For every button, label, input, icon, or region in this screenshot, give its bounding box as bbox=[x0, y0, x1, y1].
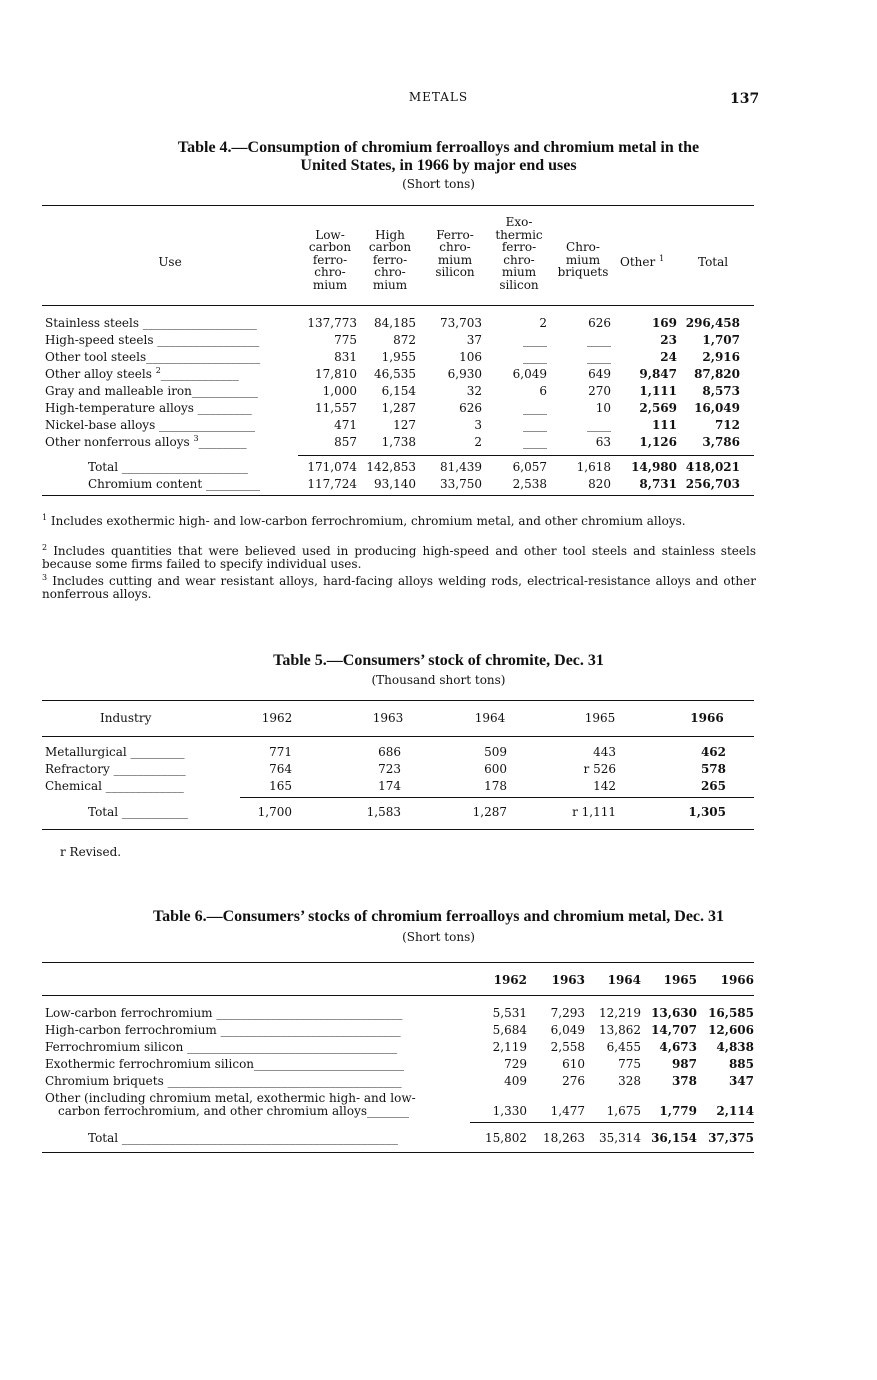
table4-row-label: Other nonferrous alloys $^3$________ bbox=[45, 434, 247, 449]
table4-total-cell: 117,724 bbox=[307, 477, 357, 491]
table6-cell: 378 bbox=[671, 1074, 697, 1088]
table4-cell: 17,810 bbox=[315, 367, 357, 381]
table4-cell: 6 bbox=[539, 384, 547, 398]
table4-cell: 84,185 bbox=[374, 316, 416, 330]
table5-bottom-rule bbox=[42, 829, 754, 830]
table4-header-rule bbox=[42, 305, 754, 306]
table4-cell: 1,707 bbox=[702, 333, 740, 347]
table6-cell: 16,585 bbox=[708, 1006, 754, 1020]
table4-col-ferrosilicon: Ferro- chro- mium silicon bbox=[435, 227, 475, 279]
table4-col-exothermic: Exo- thermic ferro- chro- mium silicon bbox=[495, 215, 543, 292]
table5-cell: 509 bbox=[484, 745, 507, 759]
table6-row-label: Ferrochromium silicon ___________________________________ bbox=[45, 1040, 398, 1054]
table4-total-cell: 418,021 bbox=[685, 460, 740, 474]
table4-cell: 471 bbox=[334, 418, 357, 432]
table6-bottom-rule bbox=[42, 1152, 754, 1153]
table4-col-lowcarbon: Low- carbon ferro- chro- mium bbox=[308, 227, 352, 292]
table6-row-label: High-carbon ferrochromium ______________________________ bbox=[45, 1023, 401, 1037]
table6-other-label-line1: Other (including chromium metal, exothermic high- and low- bbox=[45, 1091, 416, 1105]
table6-cell: 2,119 bbox=[492, 1040, 527, 1054]
table4-top-rule bbox=[42, 205, 754, 206]
table4-cell: 87,820 bbox=[694, 367, 740, 381]
table6-subtitle: (Short tons) bbox=[402, 930, 475, 944]
table4-cell: ____ bbox=[523, 435, 547, 449]
table4-cell: 37 bbox=[466, 333, 482, 347]
table5-cell: r 526 bbox=[583, 762, 616, 776]
table6-cell: 6,455 bbox=[606, 1040, 641, 1054]
table4-total-cell: 256,703 bbox=[685, 477, 740, 491]
table4-cell: 270 bbox=[588, 384, 611, 398]
table6-total-label: Total ______________________________________________ bbox=[88, 1131, 398, 1145]
table5-cell: 462 bbox=[700, 745, 726, 759]
table6-cell: 2,558 bbox=[550, 1040, 585, 1054]
table6-row-label: Exothermic ferrochromium silicon_________________________ bbox=[45, 1057, 405, 1071]
table6-cell: 276 bbox=[562, 1074, 585, 1088]
table5-total-cell: r 1,111 bbox=[572, 805, 616, 819]
table5-subtitle: (Thousand short tons) bbox=[371, 673, 506, 687]
table5-total-cell: 1,583 bbox=[366, 805, 401, 819]
table6-other-label-line2: carbon ferrochromium, and other chromium alloys_______ bbox=[58, 1104, 410, 1118]
table4-cell: 857 bbox=[334, 435, 357, 449]
table4-row-label: Stainless steels ___________________ bbox=[45, 316, 257, 330]
table6-year-header: 1962 bbox=[493, 973, 527, 987]
table6-total-cell: 35,314 bbox=[599, 1131, 641, 1145]
table5-year-header: 1965 bbox=[584, 711, 616, 725]
table4-cell: 2,569 bbox=[639, 401, 677, 415]
table4-cell: 6,154 bbox=[381, 384, 416, 398]
table5-total-cell: 1,700 bbox=[257, 805, 292, 819]
table4-title-line1: Table 4.—Consumption of chromium ferroalloys and chromium metal in the bbox=[177, 139, 700, 156]
table6-cell: 4,838 bbox=[716, 1040, 754, 1054]
table5-cell: 686 bbox=[378, 745, 401, 759]
table5-cell: 165 bbox=[269, 779, 292, 793]
table5-top-rule bbox=[42, 700, 754, 701]
table4-total-cell: 2,538 bbox=[512, 477, 547, 491]
table4-cell: 169 bbox=[651, 316, 677, 330]
table6-total-cell: 36,154 bbox=[651, 1131, 697, 1145]
table4-row-label: High-temperature alloys _________ bbox=[45, 401, 252, 415]
table4-cell: 73,703 bbox=[440, 316, 482, 330]
table4-cell: 831 bbox=[334, 350, 357, 364]
table5-industry-header: Industry bbox=[100, 711, 152, 725]
table4-cell: 11,557 bbox=[315, 401, 357, 415]
table5-total-cell: 1,305 bbox=[688, 805, 726, 819]
table4-cell: 10 bbox=[595, 401, 611, 415]
table4-cell: ____ bbox=[523, 401, 547, 415]
table5-header-rule bbox=[42, 736, 754, 737]
table4-cell: 649 bbox=[588, 367, 611, 381]
table4-cell: 872 bbox=[393, 333, 416, 347]
table4-cell: 1,955 bbox=[381, 350, 416, 364]
table4-cell: 3,786 bbox=[702, 435, 740, 449]
table5-cell: 142 bbox=[593, 779, 616, 793]
table6-year-header: 1963 bbox=[551, 973, 585, 987]
table4-row-label: Nickel-base alloys ________________ bbox=[45, 418, 256, 432]
table5-title: Table 5.—Consumers’ stock of chromite, Dec. 31 bbox=[273, 652, 604, 669]
table5-year-header: 1963 bbox=[372, 711, 404, 725]
table4-total-cell: 33,750 bbox=[440, 477, 482, 491]
table4-cell: ____ bbox=[523, 350, 547, 364]
table4-total-cell: 81,439 bbox=[440, 460, 482, 474]
table6-header-rule bbox=[42, 995, 754, 996]
table4-cell: 3 bbox=[474, 418, 482, 432]
table4-subtitle: (Short tons) bbox=[402, 177, 475, 191]
table4-cell: 6,049 bbox=[512, 367, 547, 381]
table6-cell: 5,684 bbox=[492, 1023, 527, 1037]
table4-title-line2: United States, in 1966 by major end uses bbox=[300, 157, 577, 174]
table4-cell: 2 bbox=[474, 435, 482, 449]
table6-cell: 12,606 bbox=[708, 1023, 754, 1037]
table4-cell: ____ bbox=[587, 418, 611, 432]
table6-total-cell: 15,802 bbox=[485, 1131, 527, 1145]
table5-cell: 174 bbox=[378, 779, 401, 793]
table4-cell: 6,930 bbox=[447, 367, 482, 381]
table4-cell: 24 bbox=[660, 350, 677, 364]
table4-row-label: Other tool steels___________________ bbox=[45, 350, 261, 364]
table4-total-cell: 6,057 bbox=[512, 460, 547, 474]
table6-year-header: 1966 bbox=[720, 973, 754, 987]
table4-cell: 111 bbox=[651, 418, 677, 432]
table6-cell: 6,049 bbox=[550, 1023, 585, 1037]
table4-total-cell: 142,853 bbox=[366, 460, 416, 474]
table6-total-cell: 18,263 bbox=[543, 1131, 585, 1145]
table6-cell: 13,862 bbox=[599, 1023, 641, 1037]
table4-cell: 626 bbox=[588, 316, 611, 330]
table4-col-highcarbon: High carbon ferro- chro- mium bbox=[368, 227, 412, 292]
table6-cell: 775 bbox=[618, 1057, 641, 1071]
table6-year-header: 1964 bbox=[607, 973, 641, 987]
table4-row-label: Other alloy steels $^2$_____________ bbox=[45, 366, 239, 381]
table6-cell: 347 bbox=[728, 1074, 754, 1088]
table6-year-header: 1965 bbox=[663, 973, 697, 987]
table4-cell: 1,111 bbox=[639, 384, 677, 398]
table4-cell: 46,535 bbox=[374, 367, 416, 381]
table4-cell: 2,916 bbox=[702, 350, 740, 364]
table6-total-cell: 37,375 bbox=[708, 1131, 754, 1145]
table6-cell: 987 bbox=[671, 1057, 697, 1071]
table5-cell: 723 bbox=[378, 762, 401, 776]
table4-col-other: Other $^1$ bbox=[620, 254, 665, 269]
table4-total-cell: 8,731 bbox=[639, 477, 677, 491]
table4-row-label: High-speed steels _________________ bbox=[45, 333, 260, 347]
table4-total-cell: 1,618 bbox=[576, 460, 611, 474]
table4-col-briquets: Chro- mium briquets bbox=[557, 240, 609, 279]
table4-cell: 1,000 bbox=[322, 384, 357, 398]
table4-cell: 9,847 bbox=[639, 367, 677, 381]
table6-cell: 13,630 bbox=[651, 1006, 697, 1020]
table5-row-label: Chemical _____________ bbox=[45, 779, 184, 793]
table4-total-cell: 93,140 bbox=[374, 477, 416, 491]
table4-total-rule bbox=[298, 455, 754, 456]
table4-cell: 1,126 bbox=[639, 435, 677, 449]
table6-cell: 610 bbox=[562, 1057, 585, 1071]
table5-cell: 265 bbox=[700, 779, 726, 793]
table6-cell: 7,293 bbox=[550, 1006, 585, 1020]
table4-cell: 127 bbox=[393, 418, 416, 432]
table4-cell: 1,738 bbox=[381, 435, 416, 449]
table6-cell: 4,673 bbox=[659, 1040, 697, 1054]
table4-cell: 23 bbox=[660, 333, 677, 347]
table4-footnote-2: $^2$ Includes quantities that were believed used in producing high-speed and other tool steels and stainless steels because some firms failed to specify individual uses. bbox=[42, 543, 756, 571]
table6-total-rule bbox=[470, 1122, 754, 1123]
table4-col-total: Total bbox=[698, 255, 729, 269]
table6-other-cell: 1,477 bbox=[550, 1104, 585, 1118]
table5-row-label: Refractory ____________ bbox=[45, 762, 186, 776]
table6-cell: 12,219 bbox=[599, 1006, 641, 1020]
table4-cell: ____ bbox=[523, 333, 547, 347]
table5-row-label: Metallurgical _________ bbox=[45, 745, 185, 759]
table6-other-cell: 2,114 bbox=[716, 1104, 754, 1118]
table6-other-cell: 1,779 bbox=[659, 1104, 697, 1118]
table4-total-cell: 171,074 bbox=[307, 460, 357, 474]
table6-row-label: Low-carbon ferrochromium _______________________________ bbox=[45, 1006, 403, 1020]
table4-use-header: Use bbox=[158, 255, 182, 269]
table4-total-label: Total _____________________ bbox=[88, 460, 248, 474]
table4-cell: 775 bbox=[334, 333, 357, 347]
table6-other-cell: 1,330 bbox=[492, 1104, 527, 1118]
table4-cell: 712 bbox=[714, 418, 740, 432]
table4-footnote-1: $^1$ Includes exothermic high- and low-carbon ferrochromium, chromium metal, and other chromium alloys. bbox=[42, 513, 686, 528]
table6-cell: 14,707 bbox=[651, 1023, 697, 1037]
table6-cell: 729 bbox=[504, 1057, 527, 1071]
table5-cell: 578 bbox=[700, 762, 726, 776]
table5-note: r Revised. bbox=[60, 845, 122, 859]
table4-cell: 8,573 bbox=[702, 384, 740, 398]
table4-cell: 63 bbox=[595, 435, 611, 449]
table4-footnote-3: $^3$ Includes cutting and wear resistant alloys, hard-facing alloys welding rods, electrical-resistance alloys and other nonferrous alloys. bbox=[42, 573, 756, 601]
table4-cell: 137,773 bbox=[307, 316, 357, 330]
table4-cell: 32 bbox=[466, 384, 482, 398]
table5-total-cell: 1,287 bbox=[472, 805, 507, 819]
running-header: METALS bbox=[408, 90, 469, 104]
table6-top-rule bbox=[42, 962, 754, 963]
table4-cell: 16,049 bbox=[694, 401, 740, 415]
table4-cell: 626 bbox=[459, 401, 482, 415]
table4-total-cell: 820 bbox=[588, 477, 611, 491]
table6-row-label: Chromium briquets _______________________________________ bbox=[45, 1074, 402, 1088]
table4-cell: 106 bbox=[459, 350, 482, 364]
table6-title: Table 6.—Consumers’ stocks of chromium ferroalloys and chromium metal, Dec. 31 bbox=[152, 908, 725, 925]
table4-cell: 296,458 bbox=[685, 316, 740, 330]
table4-cell: ____ bbox=[587, 333, 611, 347]
table4-bottom-rule bbox=[42, 495, 754, 496]
table5-total-label: Total ___________ bbox=[88, 805, 188, 819]
table5-year-header: 1966 bbox=[690, 711, 724, 725]
table5-year-header: 1964 bbox=[474, 711, 506, 725]
table5-cell: 764 bbox=[269, 762, 292, 776]
table5-cell: 178 bbox=[484, 779, 507, 793]
table4-cell: ____ bbox=[523, 418, 547, 432]
table4-cell: 2 bbox=[539, 316, 547, 330]
table6-cell: 328 bbox=[618, 1074, 641, 1088]
table6-cell: 409 bbox=[504, 1074, 527, 1088]
table4-row-label: Gray and malleable iron___________ bbox=[45, 384, 258, 398]
table5-total-rule bbox=[240, 797, 754, 798]
table6-other-cell: 1,675 bbox=[606, 1104, 641, 1118]
table5-cell: 443 bbox=[593, 745, 616, 759]
table5-year-header: 1962 bbox=[261, 711, 293, 725]
table4-cell: 1,287 bbox=[381, 401, 416, 415]
table5-cell: 600 bbox=[484, 762, 507, 776]
table4-cell: ____ bbox=[587, 350, 611, 364]
table5-cell: 771 bbox=[269, 745, 292, 759]
table4-total-label: Chromium content _________ bbox=[88, 477, 260, 491]
table6-cell: 5,531 bbox=[492, 1006, 527, 1020]
page-number: 137 bbox=[730, 91, 760, 107]
table4-total-cell: 14,980 bbox=[631, 460, 677, 474]
table6-cell: 885 bbox=[728, 1057, 754, 1071]
